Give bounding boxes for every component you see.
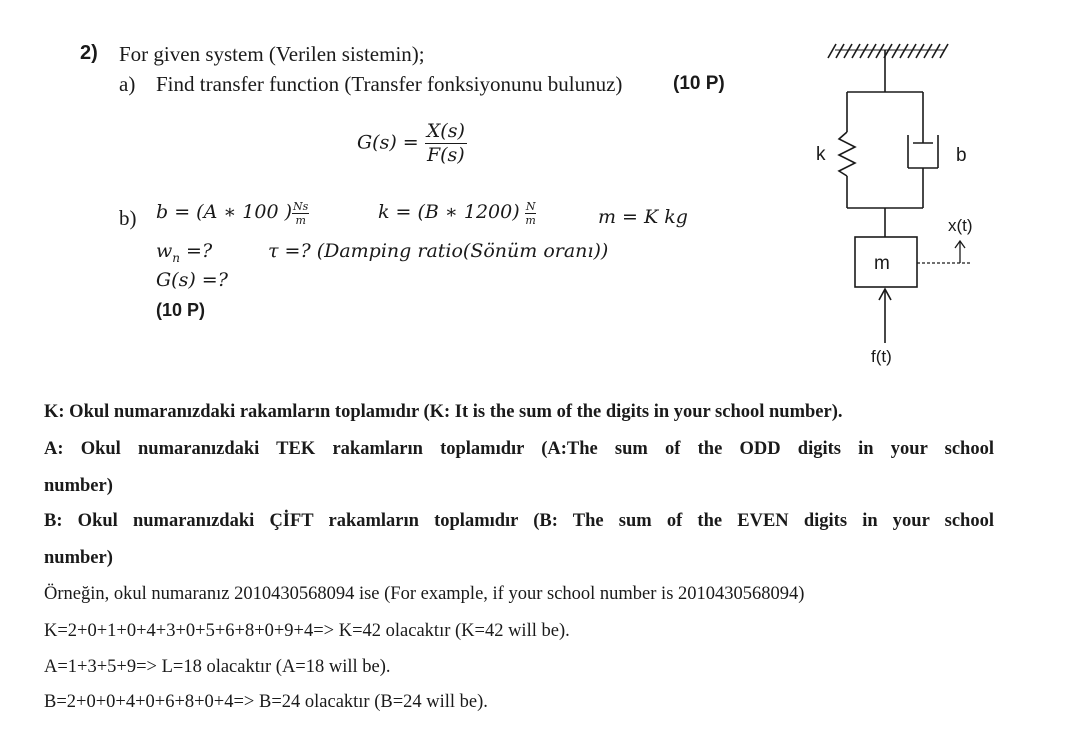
force-label: f(t) (871, 347, 892, 366)
note-b-definition-cont: number) (44, 548, 113, 568)
transfer-fraction (425, 122, 467, 165)
part-a-label: a) (119, 72, 136, 96)
note-k-definition: K: Okul numaranızdaki rakamların toplamıdır (K: It is the sum of the digits in your school number). (44, 402, 843, 422)
b-unit-num: Ns (293, 200, 309, 214)
b-unit (292, 201, 309, 226)
b-unit-den: m (295, 214, 306, 228)
transfer-function-formula (357, 122, 467, 165)
wn-symbol: w (156, 240, 173, 262)
note-a-definition-cont: number) (44, 476, 113, 496)
gs-question: G(s) =? (156, 269, 228, 291)
part-b-points: (10 P) (156, 300, 206, 320)
part-a-text: Find transfer function (Transfer fonksiyonunu bulunuz) (156, 72, 623, 96)
damper-icon (908, 92, 938, 208)
question-title: For given system (Verilen sistemin); (119, 42, 425, 66)
k-equation (378, 201, 537, 226)
k-unit (524, 201, 536, 226)
note-example-k: K=2+0+1+0+4+3+0+5+6+8+0+9+4=> K=42 olacaktır (K=42 will be). (44, 621, 570, 641)
note-a-definition: A: Okul numaranızdaki TEK rakamların toplamıdır (A:The sum of the ODD digits in your school (44, 439, 994, 459)
force-arrow-icon (879, 289, 891, 343)
displacement-arrow-icon (955, 241, 965, 263)
g-numerator: X(s) (426, 120, 465, 142)
note-b-definition: B: Okul numaranızdaki ÇİFT rakamların toplamıdır (B: The sum of the EVEN digits in your school (44, 511, 994, 531)
wn-rest: =? (180, 240, 213, 262)
question-number: 2) (80, 42, 98, 64)
wn-equation (156, 240, 212, 265)
b-equation (156, 201, 309, 226)
note-example-intro: Örneğin, okul numaranız 2010430568094 ise (For example, if your school number is 2010430568094) (44, 584, 805, 604)
part-b-label: b) (119, 206, 137, 230)
displacement-label: x(t) (948, 216, 973, 235)
k-unit-num: N (525, 200, 536, 214)
g-lhs: G(s) = (357, 131, 419, 154)
part-a-points: (10 P) (673, 73, 725, 94)
m-equation: m = K kg (598, 206, 688, 228)
spring-label: k (816, 144, 826, 165)
note-example-b: B=2+0+0+4+0+6+8+0+4=> B=24 olacaktır (B=24 will be). (44, 692, 488, 712)
note-example-a: A=1+3+5+9=> L=18 olacaktır (A=18 will be). (44, 657, 391, 677)
mass-label: m (874, 253, 890, 274)
k-eq-left: k = (B ∗ 1200) (378, 201, 520, 223)
wn-subscript: n (172, 250, 180, 265)
mass-spring-damper-diagram (800, 30, 1060, 380)
k-unit-den: m (525, 214, 536, 228)
tau-equation: τ =? (Damping ratio(Sönüm oranı)) (268, 240, 609, 262)
spring-icon (839, 92, 855, 208)
ceiling-hatch (828, 44, 948, 58)
damper-label: b (956, 145, 967, 166)
b-eq-left: b = (A ∗ 100 ) (156, 201, 293, 223)
g-denominator: F(s) (426, 144, 465, 166)
